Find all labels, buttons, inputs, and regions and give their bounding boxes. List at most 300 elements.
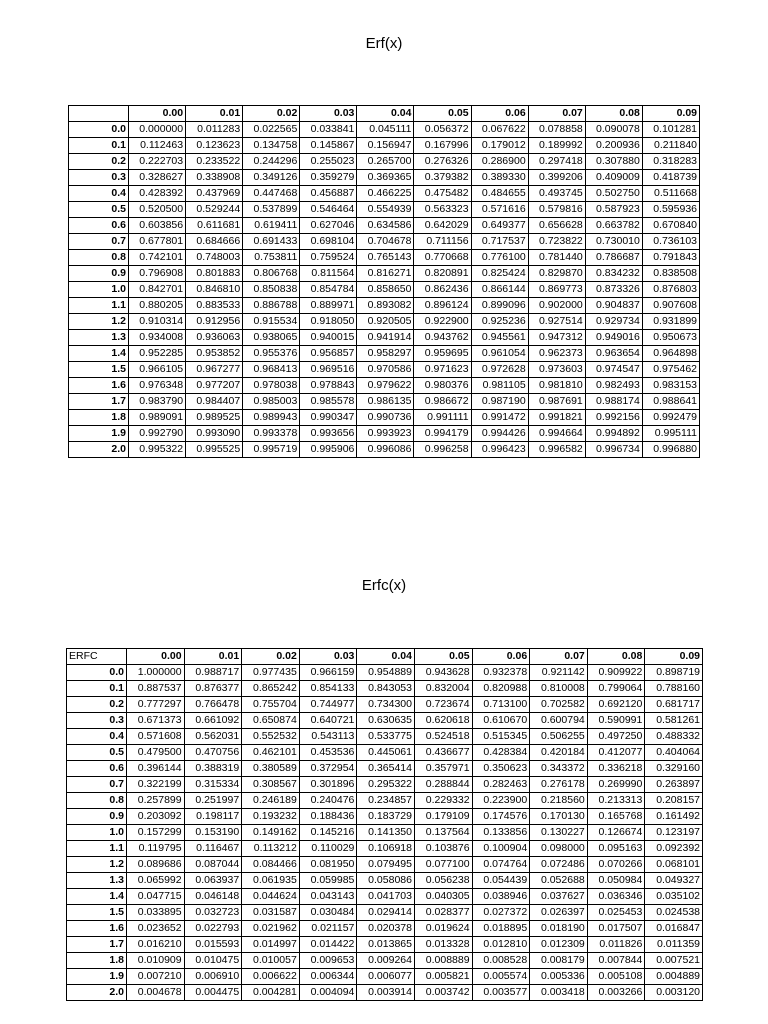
column-header: 0.08 bbox=[587, 649, 645, 665]
table-cell: 0.488332 bbox=[645, 729, 703, 745]
table-cell: 0.276326 bbox=[414, 154, 471, 170]
table-cell: 0.497250 bbox=[587, 729, 645, 745]
table-cell: 0.288844 bbox=[414, 777, 472, 793]
table-cell: 0.003418 bbox=[530, 985, 588, 1001]
table-cell: 0.992479 bbox=[642, 410, 699, 426]
row-header: 1.0 bbox=[69, 282, 129, 298]
row-header: 0.3 bbox=[69, 170, 129, 186]
table-cell: 0.011826 bbox=[587, 937, 645, 953]
table-cell: 0.063937 bbox=[184, 873, 242, 889]
table-cell: 0.983153 bbox=[642, 378, 699, 394]
table-cell: 0.018895 bbox=[472, 921, 530, 937]
table-cell: 0.297418 bbox=[528, 154, 585, 170]
table-cell: 0.529244 bbox=[186, 202, 243, 218]
table-cell: 0.343372 bbox=[530, 761, 588, 777]
table-cell: 0.189992 bbox=[528, 138, 585, 154]
table-cell: 0.670840 bbox=[642, 218, 699, 234]
column-header: 0.07 bbox=[528, 106, 585, 122]
table-cell: 0.005336 bbox=[530, 969, 588, 985]
table-cell: 0.004889 bbox=[645, 969, 703, 985]
table-cell: 0.698104 bbox=[300, 234, 357, 250]
table-cell: 0.579816 bbox=[528, 202, 585, 218]
table-cell: 0.466225 bbox=[357, 186, 414, 202]
table-cell: 0.026397 bbox=[530, 905, 588, 921]
table-cell: 0.931899 bbox=[642, 314, 699, 330]
table-cell: 0.876803 bbox=[642, 282, 699, 298]
table-row bbox=[69, 410, 700, 426]
table-cell: 0.996582 bbox=[528, 442, 585, 458]
table-cell: 0.336218 bbox=[587, 761, 645, 777]
table-cell: 0.990736 bbox=[357, 410, 414, 426]
table-row bbox=[69, 218, 700, 234]
table-row bbox=[67, 761, 703, 777]
table-cell: 0.801883 bbox=[186, 266, 243, 282]
table-cell: 0.301896 bbox=[299, 777, 357, 793]
table-cell: 0.816271 bbox=[357, 266, 414, 282]
table-cell: 0.007844 bbox=[587, 953, 645, 969]
table-cell: 0.049327 bbox=[645, 873, 703, 889]
table-cell: 0.056238 bbox=[414, 873, 472, 889]
table-cell: 0.084466 bbox=[242, 857, 300, 873]
column-header: 0.03 bbox=[300, 106, 357, 122]
table-cell: 0.640721 bbox=[299, 713, 357, 729]
table-cell: 0.832004 bbox=[414, 681, 472, 697]
table-cell: 0.046148 bbox=[184, 889, 242, 905]
table-cell: 0.854784 bbox=[300, 282, 357, 298]
row-header: 1.5 bbox=[67, 905, 127, 921]
table-row bbox=[69, 154, 700, 170]
table-cell: 0.188436 bbox=[299, 809, 357, 825]
table-cell: 0.996086 bbox=[357, 442, 414, 458]
table-cell: 0.723822 bbox=[528, 234, 585, 250]
table-cell: 0.820891 bbox=[414, 266, 471, 282]
table-cell: 0.372954 bbox=[299, 761, 357, 777]
table-cell: 0.996880 bbox=[642, 442, 699, 458]
table-cell: 0.993656 bbox=[300, 426, 357, 442]
table-cell: 0.123623 bbox=[186, 138, 243, 154]
table-row bbox=[67, 937, 703, 953]
table-cell: 0.968413 bbox=[243, 362, 300, 378]
row-header: 0.3 bbox=[67, 713, 127, 729]
row-header: 1.4 bbox=[67, 889, 127, 905]
table-cell: 0.004094 bbox=[299, 985, 357, 1001]
table-cell: 0.966159 bbox=[299, 665, 357, 681]
table-cell: 0.005574 bbox=[472, 969, 530, 985]
table-cell: 0.013865 bbox=[357, 937, 415, 953]
table-cell: 0.858650 bbox=[357, 282, 414, 298]
table-cell: 0.077100 bbox=[414, 857, 472, 873]
column-header: 0.00 bbox=[127, 649, 185, 665]
table-cell: 0.649377 bbox=[471, 218, 528, 234]
table-cell: 0.065992 bbox=[127, 873, 185, 889]
table-cell: 0.322199 bbox=[127, 777, 185, 793]
table-cell: 0.943628 bbox=[414, 665, 472, 681]
table-cell: 0.600794 bbox=[530, 713, 588, 729]
table-cell: 0.552532 bbox=[242, 729, 300, 745]
table-cell: 0.029414 bbox=[357, 905, 415, 921]
table-cell: 0.992156 bbox=[585, 410, 642, 426]
table-cell: 0.581261 bbox=[645, 713, 703, 729]
table-cell: 0.103876 bbox=[414, 841, 472, 857]
table-cell: 0.265700 bbox=[357, 154, 414, 170]
table-cell: 0.056372 bbox=[414, 122, 471, 138]
table-cell: 0.889971 bbox=[300, 298, 357, 314]
table-row bbox=[69, 442, 700, 458]
table-cell: 0.003120 bbox=[645, 985, 703, 1001]
table-cell: 0.865242 bbox=[242, 681, 300, 697]
table-cell: 0.257899 bbox=[127, 793, 185, 809]
table-cell: 0.007521 bbox=[645, 953, 703, 969]
row-header: 1.8 bbox=[69, 410, 129, 426]
table-cell: 0.018190 bbox=[530, 921, 588, 937]
table-row bbox=[69, 138, 700, 154]
table-cell: 0.842701 bbox=[129, 282, 186, 298]
table-cell: 0.956857 bbox=[300, 346, 357, 362]
table-cell: 0.966105 bbox=[129, 362, 186, 378]
table-cell: 0.776100 bbox=[471, 250, 528, 266]
table-cell: 0.000000 bbox=[129, 122, 186, 138]
table-cell: 0.412077 bbox=[587, 745, 645, 761]
table-cell: 0.850838 bbox=[243, 282, 300, 298]
table-cell: 0.985003 bbox=[243, 394, 300, 410]
table-cell: 0.116467 bbox=[184, 841, 242, 857]
row-header: 1.9 bbox=[67, 969, 127, 985]
table-cell: 0.106918 bbox=[357, 841, 415, 857]
table-cell: 0.475482 bbox=[414, 186, 471, 202]
table-cell: 0.045111 bbox=[357, 122, 414, 138]
table-row bbox=[67, 809, 703, 825]
table-cell: 0.101281 bbox=[642, 122, 699, 138]
table-cell: 0.200936 bbox=[585, 138, 642, 154]
column-header: 0.04 bbox=[357, 649, 415, 665]
row-header: 1.1 bbox=[69, 298, 129, 314]
table-cell: 0.983790 bbox=[129, 394, 186, 410]
table-cell: 0.590991 bbox=[587, 713, 645, 729]
table-cell: 0.975462 bbox=[642, 362, 699, 378]
table-cell: 0.016210 bbox=[127, 937, 185, 953]
table-cell: 0.036346 bbox=[587, 889, 645, 905]
table-cell: 0.157299 bbox=[127, 825, 185, 841]
table-cell: 0.977435 bbox=[242, 665, 300, 681]
table-cell: 0.070266 bbox=[587, 857, 645, 873]
table-cell: 0.970586 bbox=[357, 362, 414, 378]
table-cell: 0.995111 bbox=[642, 426, 699, 442]
table-cell: 0.949016 bbox=[585, 330, 642, 346]
table-row bbox=[67, 905, 703, 921]
table-cell: 0.854133 bbox=[299, 681, 357, 697]
row-header: 0.4 bbox=[67, 729, 127, 745]
table-cell: 0.012309 bbox=[530, 937, 588, 953]
table-row bbox=[69, 346, 700, 362]
table-cell: 0.213313 bbox=[587, 793, 645, 809]
table-cell: 0.005821 bbox=[414, 969, 472, 985]
table-cell: 0.255023 bbox=[300, 154, 357, 170]
table-cell: 0.976348 bbox=[129, 378, 186, 394]
table-cell: 0.811564 bbox=[300, 266, 357, 282]
row-header: 2.0 bbox=[69, 442, 129, 458]
table-cell: 0.994426 bbox=[471, 426, 528, 442]
table-cell: 0.920505 bbox=[357, 314, 414, 330]
table-row bbox=[69, 394, 700, 410]
table-cell: 0.013328 bbox=[414, 937, 472, 953]
table-cell: 0.074764 bbox=[472, 857, 530, 873]
table-cell: 0.282463 bbox=[472, 777, 530, 793]
table-cell: 0.996258 bbox=[414, 442, 471, 458]
table-cell: 0.954889 bbox=[357, 665, 415, 681]
table-cell: 0.963654 bbox=[585, 346, 642, 362]
table-cell: 0.929734 bbox=[585, 314, 642, 330]
table-cell: 0.627046 bbox=[300, 218, 357, 234]
table-cell: 0.113212 bbox=[242, 841, 300, 857]
table-cell: 0.955376 bbox=[243, 346, 300, 362]
table-cell: 0.744977 bbox=[299, 697, 357, 713]
table-cell: 0.349126 bbox=[243, 170, 300, 186]
table-cell: 0.563323 bbox=[414, 202, 471, 218]
row-header: 0.2 bbox=[67, 697, 127, 713]
table-cell: 0.730010 bbox=[585, 234, 642, 250]
table-cell: 0.943762 bbox=[414, 330, 471, 346]
table-cell: 0.595936 bbox=[642, 202, 699, 218]
table-cell: 0.766478 bbox=[184, 697, 242, 713]
erfc-table-title: Erfc(x) bbox=[361, 577, 407, 594]
table-cell: 0.023652 bbox=[127, 921, 185, 937]
column-header: 0.01 bbox=[184, 649, 242, 665]
table-cell: 0.893082 bbox=[357, 298, 414, 314]
table-cell: 0.991111 bbox=[414, 410, 471, 426]
table-cell: 0.987190 bbox=[471, 394, 528, 410]
table-cell: 0.834232 bbox=[585, 266, 642, 282]
table-cell: 0.869773 bbox=[528, 282, 585, 298]
table-cell: 0.748003 bbox=[186, 250, 243, 266]
table-cell: 0.223900 bbox=[472, 793, 530, 809]
table-cell: 0.409009 bbox=[585, 170, 642, 186]
row-header: 1.6 bbox=[67, 921, 127, 937]
table-cell: 0.677801 bbox=[129, 234, 186, 250]
table-cell: 0.611681 bbox=[186, 218, 243, 234]
table-cell: 0.918050 bbox=[300, 314, 357, 330]
table-cell: 0.958297 bbox=[357, 346, 414, 362]
table-cell: 0.456887 bbox=[300, 186, 357, 202]
table-cell: 0.447468 bbox=[243, 186, 300, 202]
table-cell: 0.003914 bbox=[357, 985, 415, 1001]
column-header: 0.08 bbox=[585, 106, 642, 122]
table-row bbox=[67, 985, 703, 1001]
table-cell: 0.007210 bbox=[127, 969, 185, 985]
table-cell: 0.493745 bbox=[528, 186, 585, 202]
column-header: 0.03 bbox=[299, 649, 357, 665]
table-cell: 0.912956 bbox=[186, 314, 243, 330]
table-row bbox=[67, 713, 703, 729]
table-cell: 0.058086 bbox=[357, 873, 415, 889]
table-cell: 0.838508 bbox=[642, 266, 699, 282]
table-cell: 0.054439 bbox=[472, 873, 530, 889]
table-cell: 0.902000 bbox=[528, 298, 585, 314]
table-cell: 0.222703 bbox=[129, 154, 186, 170]
table-row bbox=[69, 314, 700, 330]
row-header: 1.8 bbox=[67, 953, 127, 969]
table-cell: 0.634586 bbox=[357, 218, 414, 234]
table-cell: 0.932378 bbox=[472, 665, 530, 681]
table-cell: 0.502750 bbox=[585, 186, 642, 202]
table-cell: 0.012810 bbox=[472, 937, 530, 953]
table-cell: 0.380589 bbox=[242, 761, 300, 777]
table-cell: 0.059985 bbox=[299, 873, 357, 889]
table-cell: 0.022793 bbox=[184, 921, 242, 937]
table-cell: 0.927514 bbox=[528, 314, 585, 330]
table-cell: 0.044624 bbox=[242, 889, 300, 905]
table-row bbox=[67, 841, 703, 857]
table-cell: 0.515345 bbox=[472, 729, 530, 745]
row-header: 1.0 bbox=[67, 825, 127, 841]
table-cell: 0.396144 bbox=[127, 761, 185, 777]
table-cell: 0.043143 bbox=[299, 889, 357, 905]
table-cell: 0.100904 bbox=[472, 841, 530, 857]
erfc-table bbox=[66, 648, 703, 1001]
table-cell: 0.112463 bbox=[129, 138, 186, 154]
table-cell: 0.993378 bbox=[243, 426, 300, 442]
table-cell: 0.810008 bbox=[530, 681, 588, 697]
table-cell: 0.524518 bbox=[414, 729, 472, 745]
table-cell: 0.365414 bbox=[357, 761, 415, 777]
table-cell: 0.799064 bbox=[587, 681, 645, 697]
table-cell: 0.295322 bbox=[357, 777, 415, 793]
table-cell: 0.989525 bbox=[186, 410, 243, 426]
table-cell: 0.554939 bbox=[357, 202, 414, 218]
table-cell: 0.940015 bbox=[300, 330, 357, 346]
table-cell: 0.033841 bbox=[300, 122, 357, 138]
table-cell: 0.977207 bbox=[186, 378, 243, 394]
table-cell: 0.692120 bbox=[587, 697, 645, 713]
table-cell: 0.934008 bbox=[129, 330, 186, 346]
table-cell: 0.315334 bbox=[184, 777, 242, 793]
table-cell: 0.883533 bbox=[186, 298, 243, 314]
table-cell: 0.985578 bbox=[300, 394, 357, 410]
table-cell: 0.153190 bbox=[184, 825, 242, 841]
table-cell: 0.989943 bbox=[243, 410, 300, 426]
table-cell: 0.003266 bbox=[587, 985, 645, 1001]
table-cell: 0.562031 bbox=[184, 729, 242, 745]
table-cell: 0.079495 bbox=[357, 857, 415, 873]
row-header: 1.3 bbox=[69, 330, 129, 346]
table-cell: 0.263897 bbox=[645, 777, 703, 793]
table-row bbox=[67, 665, 703, 681]
row-header: 0.9 bbox=[69, 266, 129, 282]
table-cell: 0.959695 bbox=[414, 346, 471, 362]
table-cell: 0.174576 bbox=[472, 809, 530, 825]
table-cell: 0.995719 bbox=[243, 442, 300, 458]
table-cell: 0.788160 bbox=[645, 681, 703, 697]
table-cell: 0.981105 bbox=[471, 378, 528, 394]
table-cell: 0.011359 bbox=[645, 937, 703, 953]
row-header: 0.1 bbox=[67, 681, 127, 697]
table-cell: 0.995906 bbox=[300, 442, 357, 458]
table-cell: 0.019624 bbox=[414, 921, 472, 937]
table-cell: 0.318283 bbox=[642, 154, 699, 170]
table-cell: 0.428384 bbox=[472, 745, 530, 761]
table-cell: 0.021962 bbox=[242, 921, 300, 937]
row-header: 0.7 bbox=[67, 777, 127, 793]
table-cell: 0.020378 bbox=[357, 921, 415, 937]
table-cell: 0.033895 bbox=[127, 905, 185, 921]
table-cell: 1.000000 bbox=[127, 665, 185, 681]
table-cell: 0.921142 bbox=[530, 665, 588, 681]
table-cell: 0.016847 bbox=[645, 921, 703, 937]
table-cell: 0.240476 bbox=[299, 793, 357, 809]
table-cell: 0.938065 bbox=[243, 330, 300, 346]
table-cell: 0.218560 bbox=[530, 793, 588, 809]
table-cell: 0.876377 bbox=[184, 681, 242, 697]
table-cell: 0.357971 bbox=[414, 761, 472, 777]
table-cell: 0.203092 bbox=[127, 809, 185, 825]
table-cell: 0.418739 bbox=[642, 170, 699, 186]
table-cell: 0.661092 bbox=[184, 713, 242, 729]
table-cell: 0.619411 bbox=[243, 218, 300, 234]
table-cell: 0.399206 bbox=[528, 170, 585, 186]
table-cell: 0.233522 bbox=[186, 154, 243, 170]
table-cell: 0.994664 bbox=[528, 426, 585, 442]
table-cell: 0.193232 bbox=[242, 809, 300, 825]
row-header: 1.4 bbox=[69, 346, 129, 362]
table-row bbox=[67, 777, 703, 793]
table-cell: 0.110029 bbox=[299, 841, 357, 857]
table-cell: 0.964898 bbox=[642, 346, 699, 362]
table-cell: 0.717537 bbox=[471, 234, 528, 250]
table-cell: 0.829870 bbox=[528, 266, 585, 282]
table-cell: 0.656628 bbox=[528, 218, 585, 234]
table-cell: 0.887537 bbox=[127, 681, 185, 697]
table-cell: 0.742101 bbox=[129, 250, 186, 266]
table-row bbox=[67, 857, 703, 873]
table-cell: 0.843053 bbox=[357, 681, 415, 697]
table-cell: 0.004281 bbox=[242, 985, 300, 1001]
table-cell: 0.909922 bbox=[587, 665, 645, 681]
column-header: 0.02 bbox=[242, 649, 300, 665]
table-cell: 0.952285 bbox=[129, 346, 186, 362]
table-cell: 0.050984 bbox=[587, 873, 645, 889]
table-cell: 0.145867 bbox=[300, 138, 357, 154]
table-cell: 0.791843 bbox=[642, 250, 699, 266]
table-cell: 0.445061 bbox=[357, 745, 415, 761]
table-cell: 0.982493 bbox=[585, 378, 642, 394]
table-cell: 0.145216 bbox=[299, 825, 357, 841]
table-row bbox=[69, 186, 700, 202]
table-cell: 0.922900 bbox=[414, 314, 471, 330]
table-cell: 0.369365 bbox=[357, 170, 414, 186]
table-cell: 0.904837 bbox=[585, 298, 642, 314]
row-header: 1.7 bbox=[69, 394, 129, 410]
table-row bbox=[67, 921, 703, 937]
table-cell: 0.004678 bbox=[127, 985, 185, 1001]
table-cell: 0.003577 bbox=[472, 985, 530, 1001]
table-cell: 0.126674 bbox=[587, 825, 645, 841]
table-cell: 0.008179 bbox=[530, 953, 588, 969]
table-cell: 0.015593 bbox=[184, 937, 242, 953]
table-cell: 0.806768 bbox=[243, 266, 300, 282]
table-row bbox=[69, 250, 700, 266]
table-cell: 0.404064 bbox=[645, 745, 703, 761]
column-header: 0.09 bbox=[645, 649, 703, 665]
table-cell: 0.671373 bbox=[127, 713, 185, 729]
table-cell: 0.308567 bbox=[242, 777, 300, 793]
table-cell: 0.008889 bbox=[414, 953, 472, 969]
table-cell: 0.520500 bbox=[129, 202, 186, 218]
table-cell: 0.156947 bbox=[357, 138, 414, 154]
table-row bbox=[69, 362, 700, 378]
table-cell: 0.723674 bbox=[414, 697, 472, 713]
table-cell: 0.880205 bbox=[129, 298, 186, 314]
row-header: 1.5 bbox=[69, 362, 129, 378]
table-cell: 0.886788 bbox=[243, 298, 300, 314]
